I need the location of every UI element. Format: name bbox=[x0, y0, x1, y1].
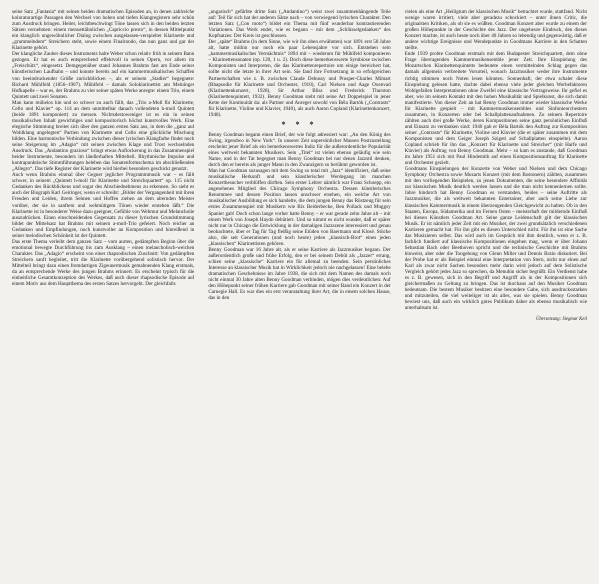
paragraph: Man kann mühelos hin und so schwer zu auch fällt, das „Trio a-Moll für Klarinette, Cello und Klavier“ op. 114 an dem unmittelbar danach vollendeten h-moll Quintett (beide 1891 komponiert) zu messen. Nichtsdestoweniger ist es ein in seinen musikalischen Inhalt gewichtiges und kompositorisch höchst kunstvolles Werk. Eine elegische Stimmung breitet sich über den ganzen ersten Satz aus, in dem die „ganz auf Wohlklang angelegten“ Partien von Klarinette und Cello eine glückliche Mischung bilden. Eine harmonische Verbindung zwischen dieser lyrischen Klangfarbe findet noch seine Steigerung im „Adagio“ mit seinen zwischen Klage und Trost wechselnden Ausdruck. Das „Andantino grazioso“ bringt etwas Auflockerung in das Zusammenspiel beider Instrumente, besonders im ländlerhaften Mittelteil. Rhythmische Impulse und kontrapunktische Stimmführungen beleben das Sonatenformschema im abschließenden „Allegro“. Das tiefe Register der Klarinette wird hierbei besonders geschickt genutzt. bbox=[12, 99, 195, 173]
paragraph: Auch wenn Brahms einmal über Gegner jeglicher Programmmusik war – es fällt schwer, in seinem „Quintett h-moll für Klarinette und Streichquartett“ op. 115 nicht Gedanken des Rückblickens und sogar des Abschiednehmens zu erkennen. So sieht es auch der Biograph Karl Geiringer, wenn er schreibt: „Bilder der Vergangenheit mit ihren Freuden und Leiden, ihrem Sehnen und Hoffen ziehen an dem alternden Meister vorüber, der sie in sanftem und wehmütigem Tönen wieder erstehen läßt.“ Die Klarinette ist in besonderer Weise dazu geeignet, Gefühle von Wehmut und Melancholie auszudrücken. Einen einschneidenden Gegensatz zu dieser lyrischen Grundstimmung bildet der Mittelsatz hat Brahms mit seinem a-moll-Trio gefeiert. Noch reicher an Gedanken und Empfindungen, noch kunstvoller an Komposition und hinreißend in seiner melodischen Schönheit ist der Quintett. bbox=[12, 172, 195, 239]
paragraph: Benny Goodman begann einen Brief, der wie folgt adressiert war: „An den König des Swing, irgendwo in New York“. In unserer Zeit unpersönlicher Massen Postzustellung erscheint jener Brief als ein bemerkenswertes Indiz für die außerordentliche Popularität eines weltweit bekannten Musikers. Sein „Titel“ ist vielen ebenso geläufig wie sein Name, und in der Tat begegnet man Benny Goodman bei nur denen Jazzstil denken, durch den er bereits als junger Mann in den Zwanzigern so berühmt geworden ist. bbox=[208, 131, 391, 169]
translator-credit: Übersetzung: Siegmar Keil bbox=[535, 317, 587, 323]
paragraph: „ungarisch“ gefärbte dritte Satz („Andantino“) weist zwei zusammenhängende Teile auf: Teil für sich hat der anderen Sätze nach – von verwiegend lyrischen Charakter. Den letzten Satz („Con moto“) bildet ein Thema mit fünf wunderbar kontrastierenden Variationen. Das Werk endet, wie es begann – mit dem „Schlüsselgedanken“ des Kopfsatzes: Der Kreis ist geschlossen. bbox=[208, 9, 391, 40]
paragraph: vielen als eine Art „Heiligtum der klassischen Musik“ betrachtet wurde, stattfand. Nicht wenige waren irritiert, viele aber geradezu schockiert – unter ihnen Critic, die originalsten Kritiken, als ob sie es wüßten. Goodman Konzert aber wurde zu einem der großen Höhepunkte in der Geschichte des Jazz. Der ungeheure Eindruck, den dieses Konzert machte, ist auch heute noch über 40 Jahren so lebendig und gegenwärtig, daß er andere wichtige Ereignisse und Wendepunkte in Goodmans Karriere in den Schatten stellte. bbox=[404, 9, 587, 52]
section-divider: * * * bbox=[281, 119, 318, 129]
paragraph: Man hat Goodman sozusagen mit dem Swing so total mit „Jazz“ identifiziert, daß seine musikalische Herkunft und sein künstlerischer Werdegang im manchen Konzertbesucher verblüffen dürften. Sein erster Lehrer nämlich war Franz Schoepp, ein angesehenes Mitglied des Chicago Symphony Orchestra. Dessen künstlerisches Renommee und dessen Position lassen unschwer ersehen, ein welche Art von musikalischer Ausbildung es sich handelte, die dem jungen Benny das Rüstzeug für sein erstes Zusammenspiel mit Musikern wie Bix Beiderbecke, Ben Pollack und Muggsy Spanier gab! Doch schon lange vorher hatte Benny – er war gerade zehn Jahre alt – mit einem Werk von Joseph Haydn debütiert. Und so nimmt es nicht wunder, daß er später nicht nur in Chicago die Entwicklung in der damaligen Jazzszene interessiert und genau beobachtete, über er Tag für Tag fleißig seine Etüden von Baermann und Klosé. Stücke also, die seit Generationen (und noch heute) jeden „klassisch-Brot“ eines jeden „klassischen“ Klarinettisten gehören. bbox=[208, 168, 391, 247]
text-column-left bbox=[12, 9, 194, 578]
text-column-right bbox=[405, 9, 587, 578]
paragraph: seine Satz „Fantasia“ mit seinen beiden dramatischen Episoden an, in denen zahlreiche koloraturartige Passagen den Wechsel von hohen und tiefen Klangregistern sehr schön zum Ausdruck bringen. Heiter, leichtbeschwingt Töne lassen sich in den beiden letzten Sätzen vernehmen: einem menuettähnlichen „Capriccio presto“, in dessen Mittelpunkt ein klanglich ungewöhnlicher Dialog zwischen ausgelassen-verspielter Klarinette und „grummelndem“ Streichern steht, sowie einem Finalrondo, das nun ganz und gar der Klarinette gehört. bbox=[12, 9, 195, 52]
paragraph: Der „späte“ Brahms (in dem Sinne, wie wir ihn oben erwähnten) war 1891 erst 58 Jahre alt, hatte mithin nur noch ein paar Lebensjahre vor sich. Entstehen sein „kammermusikalisches Vermächtnis“ 1894 mit – wiederum für Mühlfeld komponieren – Klarinettensonaten (op. 120, 1 u. 2). Doch diese bemerkenswerte Symbiose zwischen Komponisten und Interpreten, die das Klarinettenrepertoire um einige bereichert hat, sollte nicht die letzte in ihrer Art sein. Sie fand ihre Fortsetzung in so erfolgreichen Partnerschaften wie z. B. zwischen Claude Debussy und Prosper-Charles Mimart (Rhapsodie für Klarinette und Orchester, 1910), Carl Nielsen und Aage Oxenvad (Klarinettenkonzert, 1928), Sir Arthur Bliss und Frederick Thurston (Klarinettenquintett, 1932). Benny Goodman steht mit seine Art Doppelspiel in jener Kette der Kontinuität da: als Partner und Anreger sowohl von Béla Bartók („Contrasts“ für Klarinette, Violine und Klavier, 1940), als auch Aaron Copland (Klarinettenkonzert, 1948). bbox=[208, 39, 391, 118]
paragraph: Ende 1939 probte Goodman erstmals mit dem Budapester Streichquartett, dem ohne Frage überragenden Kammermusikensemble jener Zeit. Ihre Einspielung des Mozartschen Klarinettenquintetts bedeutete einen vermittelnden Schlag gegen das damals allgemein verbreitete Vorurteil, wonach Jazzmusiker weder ihre Instrumente richtig stimmen noch Noten lesen könnten. Sonnenhaft, der etwa schaler diese Einspielung gelesen hatte, dachte dabei ebenso viele jeder gleichen Werbefaktoren Wohlgefallen Interpretationen ohne Zweifel eine klassische Vortragsweise. Ihr gefiel es aber, wie im seinem Kontakt mit den hohen Musikalität und Spielkunst, die sich damit manifestierte. Von dieser Zeit an hat Benny Goodman immer wieder klassische Werke für Klarinette gespielt – mit Kammermusikensembles und Sinfonieorchestern zusammen, in Konzerten oder bei Schallplattenaufnahmen. Zu seinem Repertoire zählten auch drei große Werke, deren Kompositionen seine ganz persönlichen Einfluß und Einsatz zu verdanken sind: 1940 gab er Béla Bartók den Auftrag zur Komposition seiner „Contrasts“ für Klarinette, Violine und Klavier (die er später zusammen mit dem Komponisten und dem Geiger Joseph Szigeti auf Schallplatten einspielte). Aaron Copland schrieb für ihn das „Konzert für Klarinette und Streicher“ (mit Harfe und Klavier) als Auftrag von Benny Goodman. Mehr – so kam es zustande, daß Goodman im Jahre 1951 sich mit Paul Hindemith auf einen Kompositionsauftrag für Klarinette und Orchester gezielt. bbox=[404, 51, 587, 167]
paragraph: Goodmans Einspielungen der Konzerte von Weber und Nielsen und dem Chicago Symphony Orchestra sowie Mozarts Konzert (mit dem Bostonern) zählten, zusammen mit den vorliegenden Beispielen, zu jenen Dokumenten, die seine besondere Affinität zur klassischen Musik deutlich werden lassen und die man nicht kennenlernen sollte. Jahre hindurch hat Benny Goodman es verstanden, beides – seine Auftritte als Jazzmusiker, die als weltweit bekannten Entertainer, aber auch seine Liebe zur klassischen Kammermusik in einem überzeugenden Gleichgewicht zu halten. Ob in den Staaten, Europa, Südamerika und im Fernen Osten – meisterhaft der mildernde Einfluß bei diesen Künstlers Goodman Art. Seine ganze Leidenschaft gilt der klassischen Musik. Er ist nämlich jeder Zeit mit ein Musiker, der zwei grundsätzlich verschiedenen Karrieren gemacht hat. Für ihn gibt es diesen Unterschied nicht. Für ihn ist eine Sache das Musizieren selbst. Das wird auch im Gespräch mit ihm deutlich, wenn er z. B. fachlich fundiert auf klassische Kompositionen eingehen mag, wenn er über Johann Sebastian Bach oder Beethoven spricht und die technische Geschichte mit Brahms hinweist, aber oder die Tongebung von Glenn Miller und Dennis Brain diskutiert. Bei der Probe hat er als Beispiel einmal eine Interpretation von Stern, nicht nur einen auf Karl als zwar nicht Sachen besonders mehr darin wird jedoch auf dem Solistische Vergleich gehört jedes Jazz so sprechen, da Menuhin sicher begrüßt. Ein Verdienst habe es z. B. gewesen, sich in den Begriff und Angriff als in der Kompositionen sich gleichermaßen zu Geltung zu bringen. Das ist durchaus auf den Musiker Goodman bedeutsam. Die bestem Musiker besitzen eine besondere Gabe, sich ausdrucksstarken und mitzuteilen, die viel weiteliger ist als alles, was sie spielen. Benny Goodman bewiest uns, daß auch ein wirklich gutes Publikum daher als ebenso musikalisch wie unterhaltsam ist. bbox=[404, 166, 587, 312]
paragraph: Benny Goodman war 16 Jahre alt, als er seine Karriere als Jazzmusiker begann. Der außerordentlich große und frühe Erfolg, den er bei seinem Debüt als „Jazzer“ errang, schien seine „klassische“ Karriere ein für allemal zu beenden. Sein persönliches Interesse an klassischer Musik hat in Wirklichkeit jedoch nie nachgelassen! Eine belebe dramatischen Geschehnisse im Jahre 1938, die sich mit dem Namen des damals noch nicht einmal 30 Jahre alten Benny Goodman verbinden, mögen dies verdeutlichen: Auf den Höhepunkt seiner frühen Karriere gab Goodman mit seiner Band ein Konzert in der Carnegie Hall. Es war dies ein erst veranstaltung ihrer Art, die in einem solchen Hause, das in den bbox=[208, 246, 391, 302]
text-column-middle bbox=[208, 9, 390, 578]
paragraph: Das erste Thema verleiht dem ganzen Satz – vom aurten, gedämpften Beginn über die emotional bewegte Durchführung bis zum Ausklang – einen melancholisch-weichen Charakter. Das „Adagio“ erscheint von einer rhapsodischen Zuschnitt: Von gedämpften Streichern sanft begleitet, tritt die Klarinette vorübergehend solistisch hervor. Der Mittelteil bringt dazu einen fremdartigen Zigeunermusik gemahnenden Klang erstmals, da an entsprechende Werke des jungen Brahms erinnert. Es erscheint typisch für die einheitliche Gesamtkonzeption des Werkes, daß auch dieser rhapsodische Episode auf einem Motiv aus dem Hauptthema des ersten Satzes hervorgeht. Der gleichfalls bbox=[12, 238, 195, 288]
paragraph: Der klangliche Zauber dieses Instruments halte Weber schon relativ früh in seinem Bann gezogen. Er hat es auch entsprechend effektvoll in seinen Opern, vor allem im „Freischütz“, eingesetzt. Demgegenüber stand Johannes Brahms fast am Ende seiner künstlerischen Laufbahn – und konnte bereits auf ein kammermusikalisches Schaffen von beeindruckender Größe zurückblicken –, als er seinem „Stadler“ begegnete: Richard Mühlfeld (1856–1907). Mühlfeld – damals Soloklarinettist am Meininger Hofkapelle – war es, der Brahms zu vier seiner späten Werke anregte: einem Trio, einem Quintett und zwei Sonaten. bbox=[12, 51, 195, 100]
